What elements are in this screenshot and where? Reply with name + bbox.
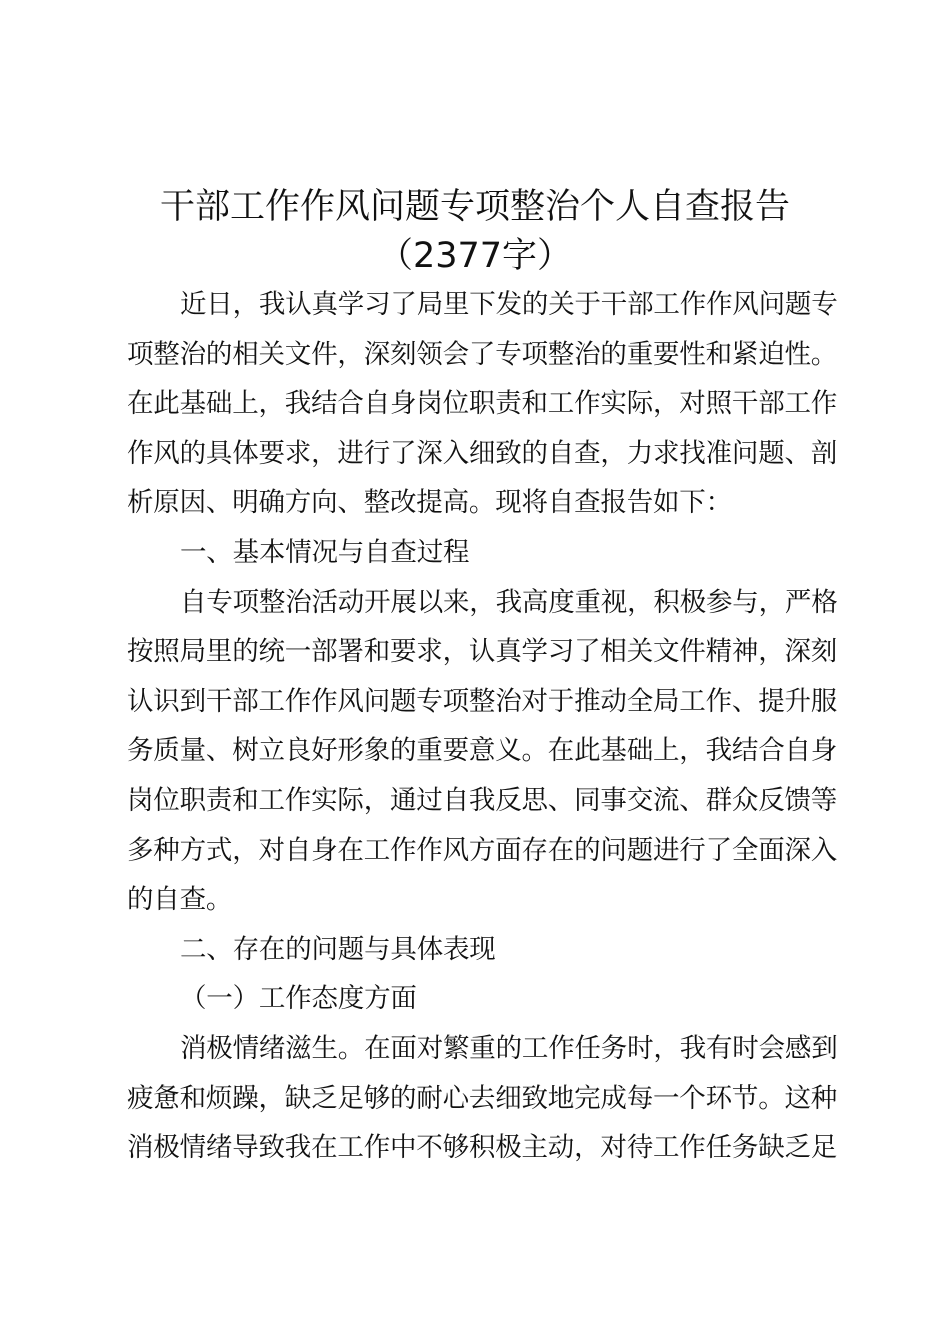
text-line: 的自查。 bbox=[127, 884, 233, 916]
text-line: 按照局里的统一部署和要求，认真学习了相关文件精神，深刻 bbox=[127, 636, 838, 668]
document-title: 干部工作作风问题专项整治个人自查报告 bbox=[159, 187, 790, 227]
text-line: 二、存在的问题与具体表现 bbox=[180, 933, 496, 965]
text-line: 务质量、树立良好形象的重要意义。在此基础上，我结合自身 bbox=[127, 735, 838, 767]
text-line: 疲惫和烦躁，缺乏足够的耐心去细致地完成每一个环节。这种 bbox=[127, 1082, 838, 1114]
text-line: 认识到干部工作作风问题专项整治对于推动全局工作、提升服 bbox=[127, 685, 838, 717]
text-line: 自专项整治活动开展以来，我高度重视，积极参与，严格 bbox=[180, 586, 838, 618]
text-line: 作风的具体要求，进行了深入细致的自查，力求找准问题、剖 bbox=[127, 437, 838, 469]
document-subtitle-word-count: （2377字） bbox=[377, 236, 573, 276]
text-line: 近日，我认真学习了局里下发的关于干部工作作风问题专 bbox=[180, 289, 838, 320]
text-line: 消极情绪导致我在工作中不够积极主动，对待工作任务缺乏足 bbox=[127, 1132, 838, 1164]
text-line: 岗位职责和工作实际，通过自我反思、同事交流、群众反馈等 bbox=[127, 784, 838, 816]
text-line: 在此基础上，我结合自身岗位职责和工作实际，对照干部工作 bbox=[127, 388, 838, 420]
text-line: 多种方式，对自身在工作作风方面存在的问题进行了全面深入 bbox=[127, 834, 838, 866]
document-body bbox=[127, 280, 837, 1173]
text-line: 项整治的相关文件，深刻领会了专项整治的重要性和紧迫性。 bbox=[127, 338, 838, 370]
text-line: 一、基本情况与自查过程 bbox=[180, 536, 470, 568]
text-line: 析原因、明确方向、整改提高。现将自查报告如下： bbox=[127, 487, 732, 519]
text-line: （一）工作态度方面 bbox=[180, 983, 417, 1015]
text-line: 消极情绪滋生。在面对繁重的工作任务时，我有时会感到 bbox=[180, 1032, 838, 1064]
